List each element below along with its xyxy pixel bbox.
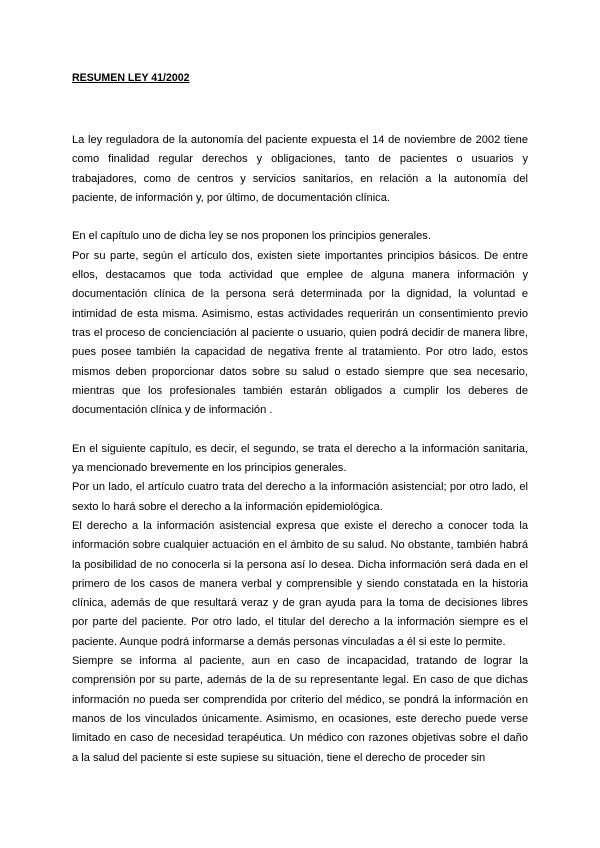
paragraph-patient-informed: Siempre se informa al paciente, aun en caso de incapacidad, tratando de lograr la comprensión por su parte, además de la de su representante legal. En caso de que dichas información no pueda ser comprendida por criterio del médico, se pondrá la información en manos de los vinculados únicamente. Asimismo, en ocasiones, este derecho puede verse limitado en caso de necesidad terapéutica. Un médico con razones objetivas sobre el daño a la salud del paciente si este supiese su situación, tiene el derecho de proceder sin [72,655,528,764]
paragraph-gap [72,420,528,439]
paragraph-article-four: Por un lado, el artículo cuatro trata del derecho a la información asistencial; por otro lado, el sexto lo hará sobre el derecho a la información epidemiológica. [72,481,528,513]
paragraph-gap [72,208,528,227]
document-title: RESUMEN LEY 41/2002 [72,72,190,84]
paragraph-chapter-one: En el capítulo uno de dicha ley se nos proponen los principios generales. [72,230,431,243]
paragraph-intro: La ley reguladora de la autonomía del paciente expuesta el 14 de noviembre de 2002 tiene como finalidad regular derechos y obligaciones, tanto de pacientes o usuarios y trabajadores, como de centros y servicios sanitarios, en relación a la autonomía del paciente, de información y, por último, de documentación clínica. [72,134,528,204]
paragraph-assistance-info: El derecho a la información asistencial expresa que existe el derecho a conocer toda la información sobre cualquier actuación en el ámbito de su salud. No obstante, también habrá la posibilidad de no conocerla si la persona así lo desea. Dicha información será dada en el primero de los casos de manera verbal y comprensible y siendo constatada en la historia clínica, además de que resultará veraz y de gran ayuda para la toma de decisiones libres por parte del paciente. Por otro lado, el titular del derecho a la información siempre es el paciente. Aunque podrá informarse a demás personas vinculadas a él si este lo permite. [72,519,528,648]
paragraph-article-two: Por su parte, según el artículo dos, existen siete importantes principios básicos. De entre ellos, destacamos que toda actividad que emplee de alguna manera información y documentación clínica de la persona será determinada por la dignidad, la voluntad e intimidad de esta misma. Asimismo, estas actividades requerirán un consentimiento previo tras el proceso de concienciación al paciente o usuario, quien podrá decidir de manera libre, pues posee también la capacidad de negativa frente al tratamiento. Por otro lado, estos mismos deben proporcionar datos sobre su salud o estado siempre que sea necesario, mientras que los profesionales también estarán obligados a cumplir los deberes de documentación clínica y de información . [72,249,528,417]
paragraph-chapter-two: En el siguiente capítulo, es decir, el segundo, se trata el derecho a la información sanitaria, ya mencionado brevemente en los principios generales. [72,442,528,475]
